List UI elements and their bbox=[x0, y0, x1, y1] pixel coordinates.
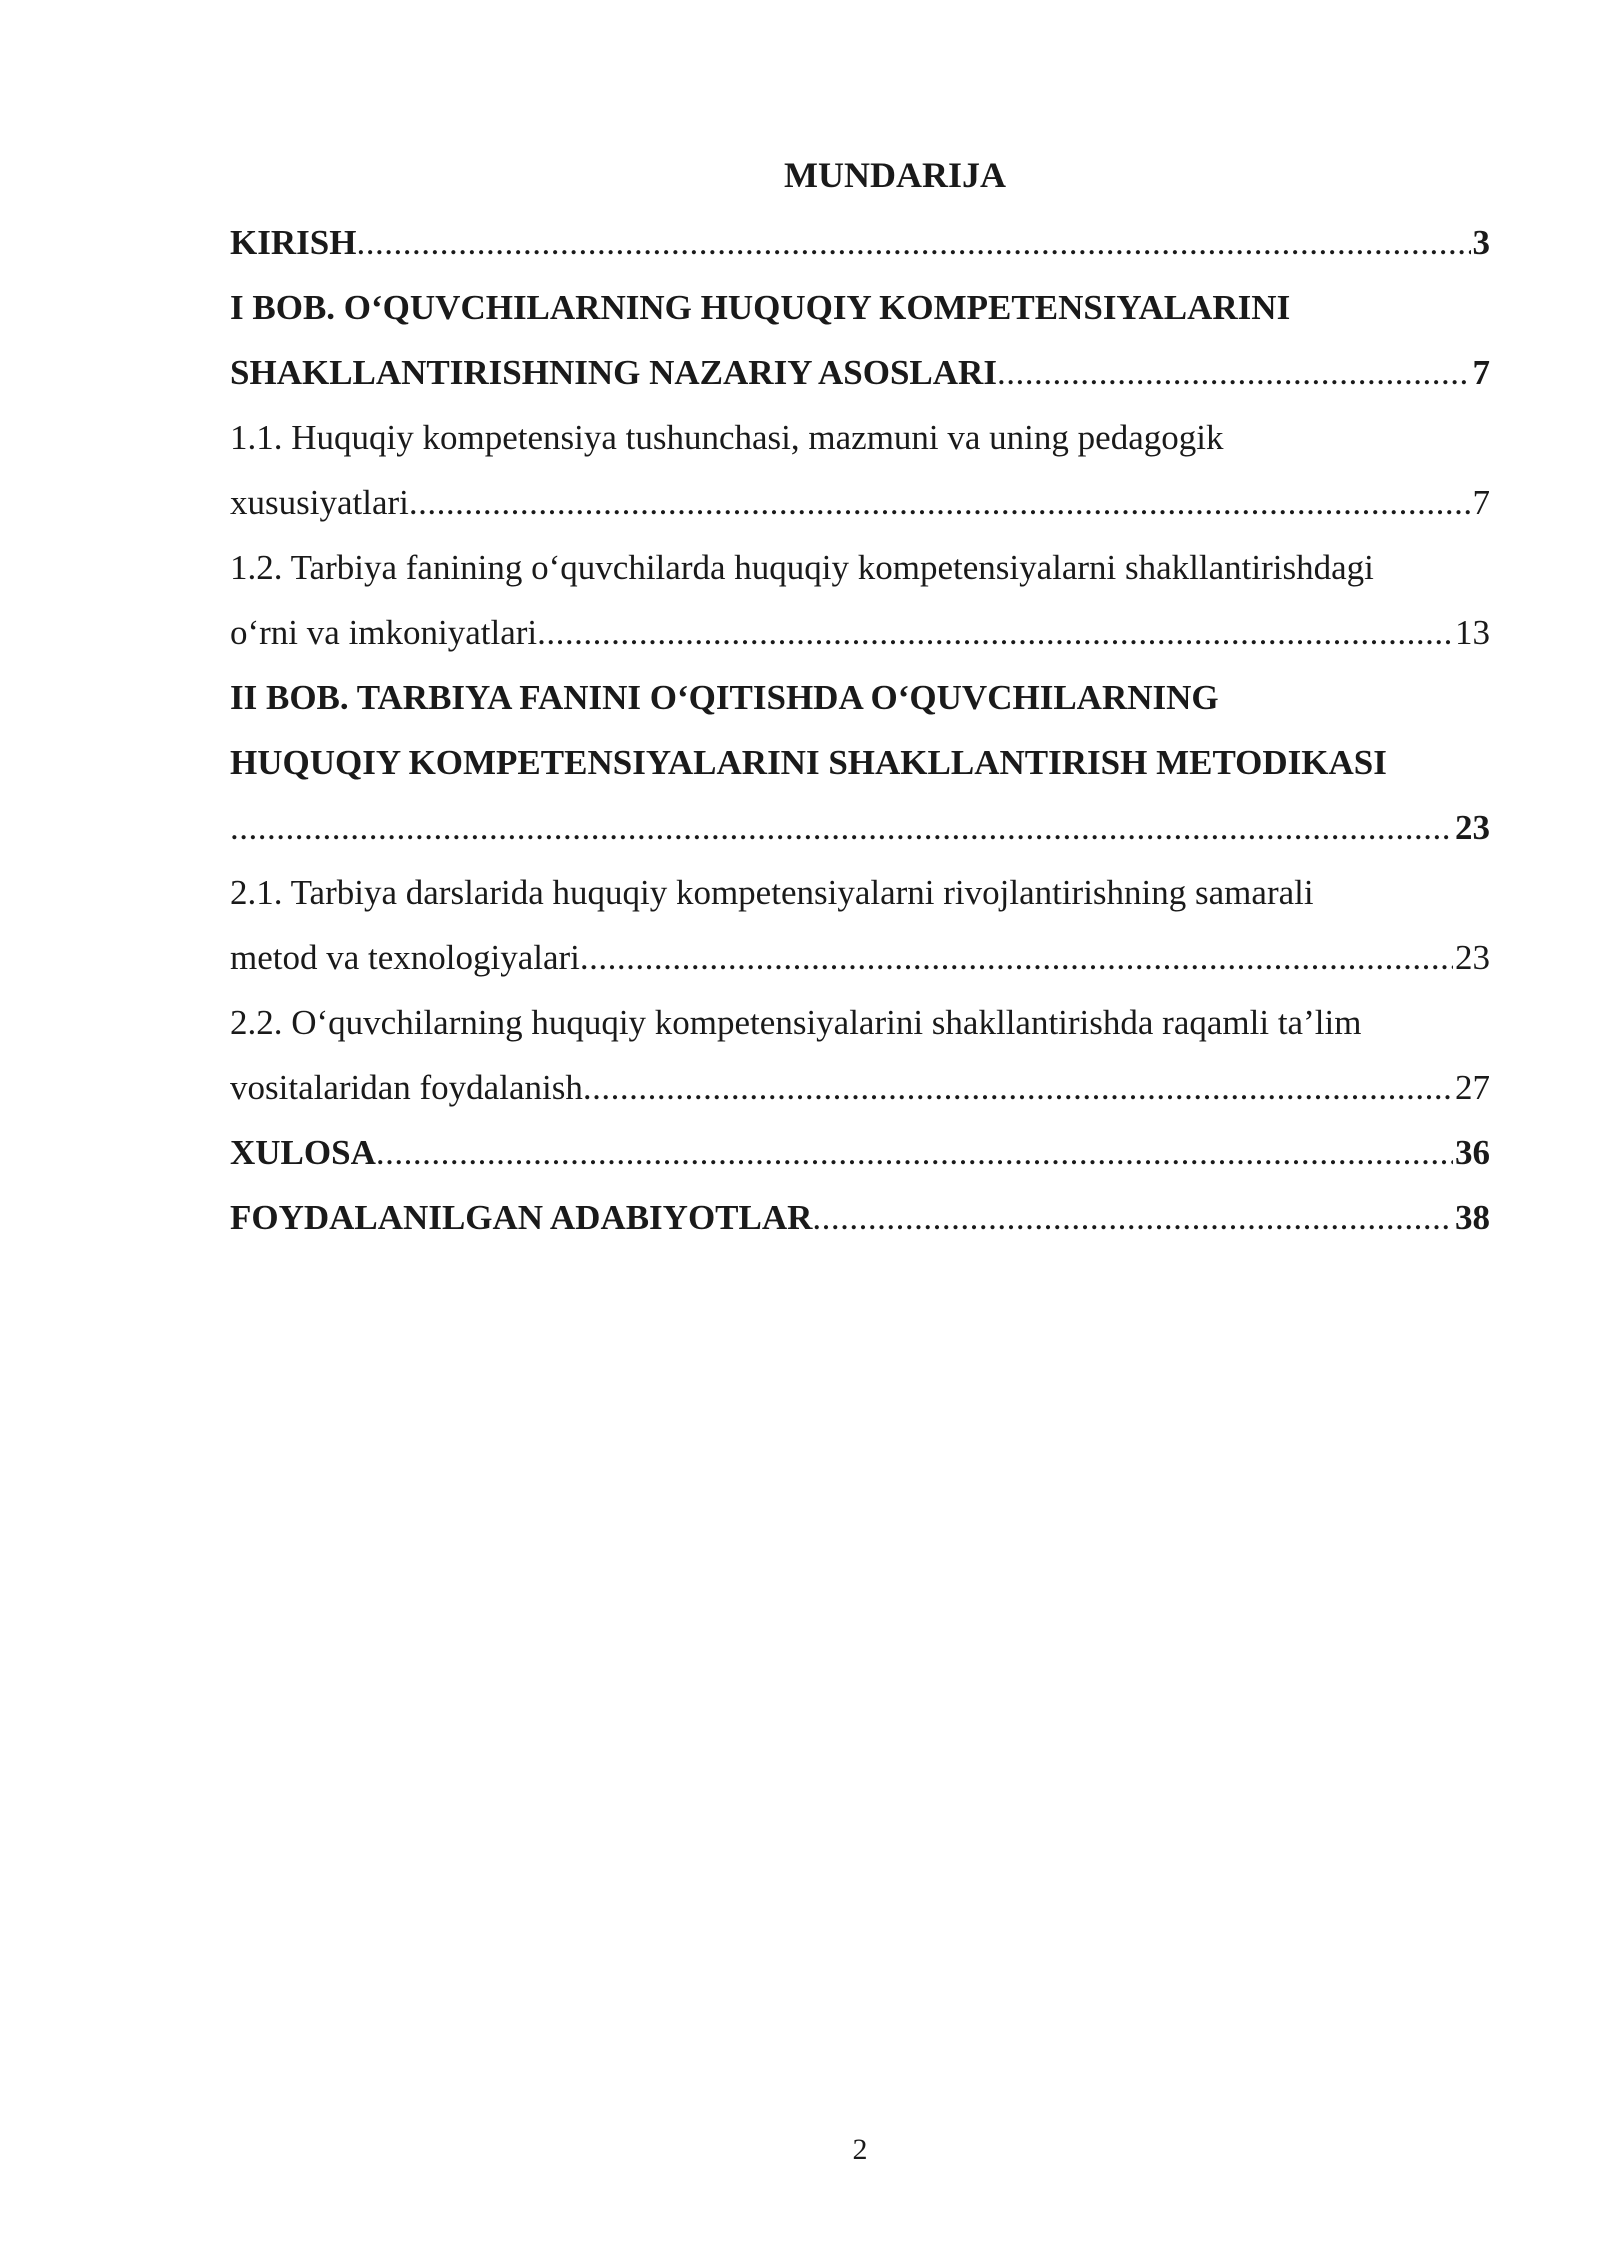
dot-leader bbox=[537, 600, 1453, 665]
toc-entry-chapter-1[interactable] bbox=[230, 340, 1490, 405]
toc-entry-1-1[interactable] bbox=[230, 470, 1490, 535]
toc-entry-chapter-2-line2[interactable]: HUQUQIY KOMPETENSIYALARINI SHAKLLANTIRISH METODIKASI bbox=[230, 743, 1387, 782]
toc-entry-2-2-line1[interactable]: 2.2. O‘quvchilarning huquqiy kompetensiyalarini shakllantirishda raqamli ta’lim bbox=[230, 1003, 1362, 1042]
toc-page-number: 23 bbox=[1455, 808, 1490, 847]
toc-page-number: 3 bbox=[1472, 223, 1490, 262]
dot-leader bbox=[230, 795, 1453, 860]
toc-entry-chapter-2[interactable] bbox=[230, 795, 1490, 860]
toc-page-number: 7 bbox=[1472, 353, 1490, 392]
toc-title: MUNDARIJA bbox=[784, 155, 1006, 195]
dot-leader bbox=[580, 925, 1453, 990]
dot-leader bbox=[409, 470, 1471, 535]
toc-page-number: 36 bbox=[1455, 1133, 1490, 1172]
dot-leader bbox=[812, 1185, 1453, 1250]
toc-entry-label: vositalaridan foydalanish bbox=[230, 1068, 583, 1107]
toc-entry-kirish[interactable] bbox=[230, 210, 1490, 275]
toc-page-number: 23 bbox=[1455, 938, 1490, 977]
toc-page-number: 13 bbox=[1455, 613, 1490, 652]
toc-entry-2-1-line1[interactable]: 2.1. Tarbiya darslarida huquqiy kompetensiyalarni rivojlantirishning samarali bbox=[230, 873, 1314, 912]
dot-leader bbox=[356, 210, 1470, 275]
page-number: 2 bbox=[852, 2133, 868, 2166]
toc-entry-label: o‘rni va imkoniyatlari bbox=[230, 613, 538, 652]
toc-entry-chapter-1-line1[interactable]: I BOB. O‘QUVCHILARNING HUQUQIY KOMPETENSIYALARINI bbox=[230, 288, 1291, 327]
toc-entry-label: FOYDALANILGAN ADABIYOTLAR bbox=[230, 1198, 813, 1237]
dot-leader bbox=[376, 1120, 1453, 1185]
toc-entry-2-1[interactable] bbox=[230, 925, 1490, 990]
toc-page-number: 38 bbox=[1455, 1198, 1490, 1237]
dot-leader bbox=[997, 340, 1471, 405]
toc-entry-references[interactable] bbox=[230, 1185, 1490, 1250]
toc-entry-xulosa[interactable] bbox=[230, 1120, 1490, 1185]
toc-entry-1-1-line1[interactable]: 1.1. Huquqiy kompetensiya tushunchasi, mazmuni va uning pedagogik bbox=[230, 418, 1224, 457]
toc-entry-label: XULOSA bbox=[230, 1133, 376, 1172]
toc-entry-chapter-2-line1[interactable]: II BOB. TARBIYA FANINI O‘QITISHDA O‘QUVCHILARNING bbox=[230, 678, 1219, 717]
dot-leader bbox=[583, 1055, 1453, 1120]
toc-page-number: 7 bbox=[1472, 483, 1490, 522]
toc-entry-1-2-line1[interactable]: 1.2. Tarbiya fanining o‘quvchilarda huquqiy kompetensiyalarni shakllantirishdagi bbox=[230, 548, 1374, 587]
toc-entry-label: metod va texnologiyalari bbox=[230, 938, 580, 977]
toc-entry-label: SHAKLLANTIRISHNING NAZARIY ASOSLARI bbox=[230, 353, 997, 392]
toc-entry-1-2[interactable] bbox=[230, 600, 1490, 665]
toc-entry-label: KIRISH bbox=[230, 223, 357, 262]
table-of-contents bbox=[230, 210, 1490, 1250]
toc-entry-2-2[interactable] bbox=[230, 1055, 1490, 1120]
toc-page-number: 27 bbox=[1455, 1068, 1490, 1107]
toc-entry-label: xususiyatlari bbox=[230, 483, 409, 522]
